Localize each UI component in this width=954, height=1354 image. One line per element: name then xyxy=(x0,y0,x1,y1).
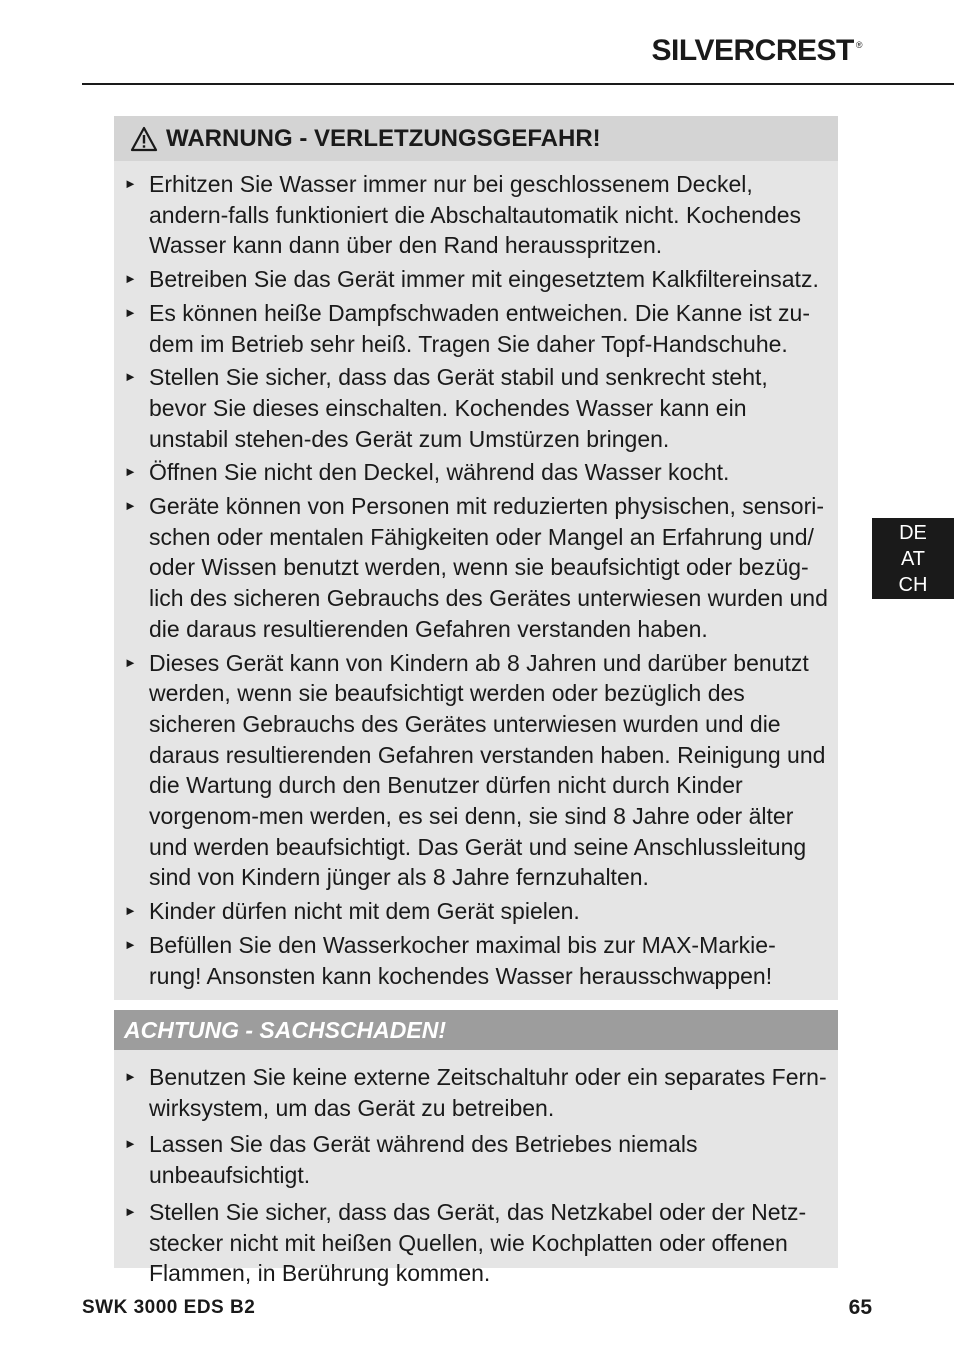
header-rule xyxy=(82,83,954,85)
list-item: ► Dieses Gerät kann von Kindern ab 8 Jahren und darüber benutzt werden, wenn sie beaufsichtigt werden oder bezüglich des sicheren Gebrauchs des Gerätes unterwiesen wurden und die daraus resultierenden Gefahren verstanden haben. Reinigung und die Wartung durch den Benutzer dürfen nicht durch Kinder vorgenom-men werden, es sei denn, sie sind 8 Jahre oder älter und werden beaufsichtigt. Das Gerät und seine Anschlussleitung sind von Kindern jünger als 8 Jahre fernzuhalten. xyxy=(124,649,826,891)
list-item: ► Erhitzen Sie Wasser immer nur bei geschlossenem Deckel, andern-falls funktioniert die Abschaltautomatik nicht. Kochendes Wasser kann dann über den Rand herausspritzen. xyxy=(124,171,802,259)
logo-crest: CREST xyxy=(754,34,854,67)
bullet-arrow-icon: ► xyxy=(124,1136,137,1152)
bullet-arrow-icon: ► xyxy=(124,903,137,919)
list-item: ► Kinder dürfen nicht mit dem Gerät spielen. xyxy=(114,896,828,927)
bullet-arrow-icon: ► xyxy=(124,1069,137,1084)
caution-title: ACHTUNG - SACHSCHADEN! xyxy=(124,1016,446,1043)
list-item: ► Befüllen Sie den Wasserkocher maximal bis zur MAX-Markie-rung! Ansonsten kann kochendes Wasser herausschwappen! xyxy=(124,931,776,989)
warning-title: WARNUNG - VERLETZUNGSGEFAHR! xyxy=(166,124,601,152)
list-item: ► Es können heiße Dampfschwaden entweichen. Die Kanne ist zu-dem im Betrieb sehr heiß. Tragen Sie daher Topf-Handschuhe. xyxy=(124,299,810,357)
bullet-arrow-icon: ► xyxy=(124,369,137,385)
warning-header xyxy=(114,116,838,161)
warning-triangle-icon xyxy=(130,126,158,152)
lang-at: AT xyxy=(900,547,926,570)
bullet-arrow-icon: ► xyxy=(124,654,137,670)
caution-list xyxy=(114,1050,838,1289)
bullet-arrow-icon: ► xyxy=(124,498,137,514)
bullet-arrow-icon: ► xyxy=(124,304,137,320)
list-item: ► Stellen Sie sicher, dass das Gerät, das Netzkabel oder der Netz-stecker nicht mit heißen Quellen, wie Kochplatten oder offenen Flammen, in Berührung kommen. xyxy=(124,1198,807,1287)
list-item: ► Geräte können von Personen mit reduzierten physischen, sensori-schen oder mentalen Fähigkeiten oder Mangel an Erfahrung und/ oder Wissen benutzt werden, wenn sie beaufsichtigt oder bezüg-lich des sicheren Gebrauchs des Gerätes unterwiesen wurden und die daraus resultierenden Gefahren verstanden haben. xyxy=(124,493,828,642)
registered-mark: ® xyxy=(855,40,862,50)
list-item: ► Betreiben Sie das Gerät immer mit eingesetztem Kalkfiltereinsatz. xyxy=(114,264,828,295)
caution-header xyxy=(114,1010,838,1050)
bullet-arrow-icon: ► xyxy=(124,271,137,287)
caution-box xyxy=(114,1010,838,1287)
footer-model-number: SWK 3000 EDS B2 xyxy=(82,1297,256,1318)
bullet-arrow-icon: ► xyxy=(124,1203,137,1219)
warning-box xyxy=(114,116,838,1000)
bullet-arrow-icon: ► xyxy=(124,176,137,191)
lang-ch: CH xyxy=(898,573,928,596)
bullet-arrow-icon: ► xyxy=(124,464,137,480)
logo-silver: SILVER xyxy=(651,34,755,67)
page-number: 65 xyxy=(848,1296,872,1319)
list-item: ► Stellen Sie sicher, dass das Gerät stabil und senkrecht steht, bevor Sie dieses einschalten. Kochendes Wasser kann ein unstabil stehen-des Gerät zum Umstürzen bringen. xyxy=(124,364,768,452)
warning-list xyxy=(114,161,838,991)
list-item: ► Öffnen Sie nicht den Deckel, während das Wasser kocht. xyxy=(114,457,828,488)
lang-de: DE xyxy=(899,521,927,544)
bullet-arrow-icon: ► xyxy=(124,936,137,952)
brand-logo xyxy=(652,34,862,68)
list-item: ► Benutzen Sie keine externe Zeitschaltuhr oder ein separates Fern-wirksystem, um das Gerät zu betreiben. xyxy=(124,1064,827,1121)
list-item: ► Lassen Sie das Gerät während des Betriebes niemals unbeaufsichtigt. xyxy=(124,1131,698,1189)
language-tab xyxy=(872,518,954,599)
